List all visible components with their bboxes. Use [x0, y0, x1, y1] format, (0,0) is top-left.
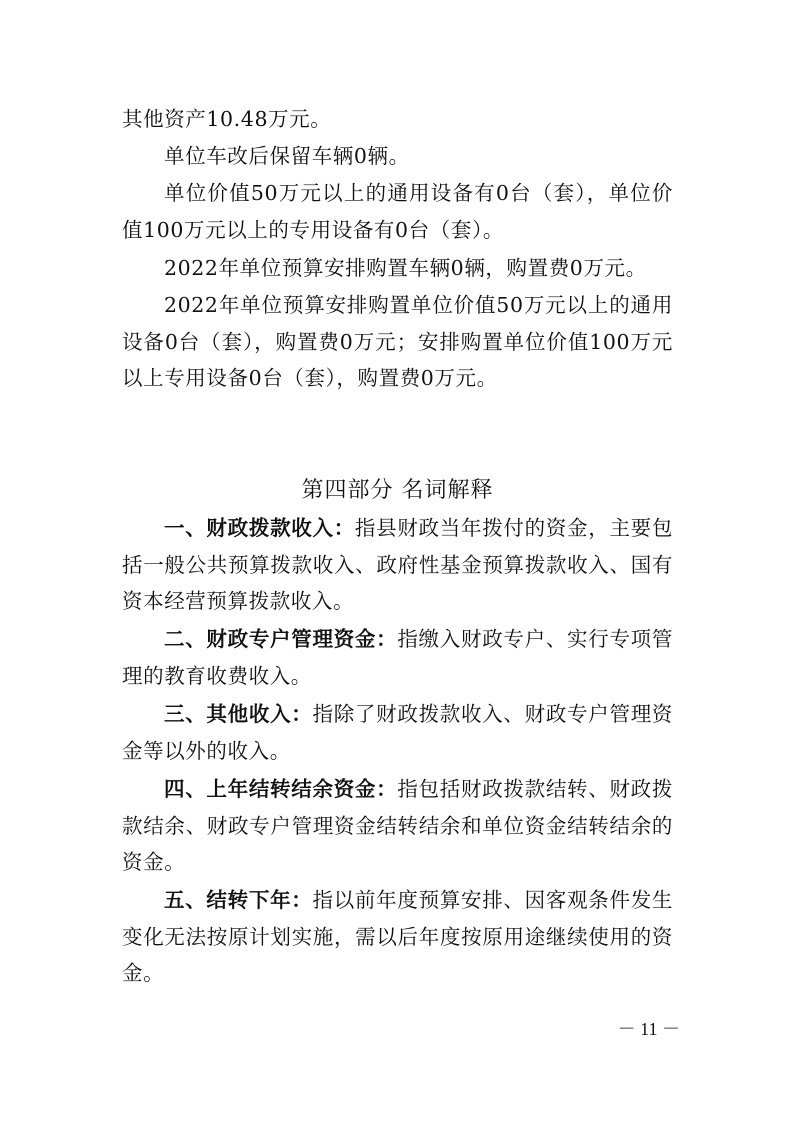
definition-text: 指包括财政拨款结转、财政拨款结余、财政专户管理资金结转结余和单位资金结转结余的资金。 — [122, 777, 673, 874]
definition-carryover-funds — [122, 771, 673, 881]
paragraph-vehicles-retained: 单位车改后保留车辆0辆。 — [164, 144, 410, 168]
definition-term: 四、上年结转结余资金： — [164, 777, 398, 801]
definition-term: 一、财政拨款收入： — [164, 516, 355, 540]
definition-term: 三、其他收入： — [164, 702, 313, 726]
paragraph-equipment-purchase: 2022年单位预算安排购置单位价值50万元以上的通用设备0台（套），购置费0万元；安排购置单位价值100万元以上专用设备0台（套），购置费0万元。 — [122, 293, 673, 390]
definition-term: 二、财政专户管理资金： — [164, 627, 398, 651]
page-number: － 11 － — [617, 1019, 680, 1039]
paragraph-vehicle-purchase: 2022年单位预算安排购置车辆0辆，购置费0万元。 — [164, 256, 647, 280]
definition-carry-forward — [122, 882, 673, 992]
definition-text: 指以前年度预算安排、因客观条件发生变化无法按原计划实施，需以后年度按原用途继续使用的资金。 — [122, 888, 674, 985]
paragraph-other-assets: 其他资产10.48万元。 — [122, 107, 332, 131]
paragraph-equipment-count: 单位价值50万元以上的通用设备有0台（套），单位价值100万元以上的专用设备有0台（套）。 — [122, 181, 673, 242]
definition-text: 指县财政当年拨付的资金，主要包括一般公共预算拨款收入、政府性基金预算拨款收入、国有资本经营预算拨款收入。 — [122, 516, 673, 613]
definition-text: 指缴入财政专户、实行专项管理的教育收费收入。 — [122, 627, 673, 688]
definition-fiscal-appropriation — [122, 510, 673, 620]
definition-term: 五、结转下年： — [164, 888, 313, 912]
definition-text: 指除了财政拨款收入、财政专户管理资金等以外的收入。 — [122, 702, 674, 763]
definition-special-account-funds — [122, 621, 673, 694]
section-title: 第四部分 名词解释 — [301, 478, 494, 503]
definition-other-income — [122, 696, 673, 769]
